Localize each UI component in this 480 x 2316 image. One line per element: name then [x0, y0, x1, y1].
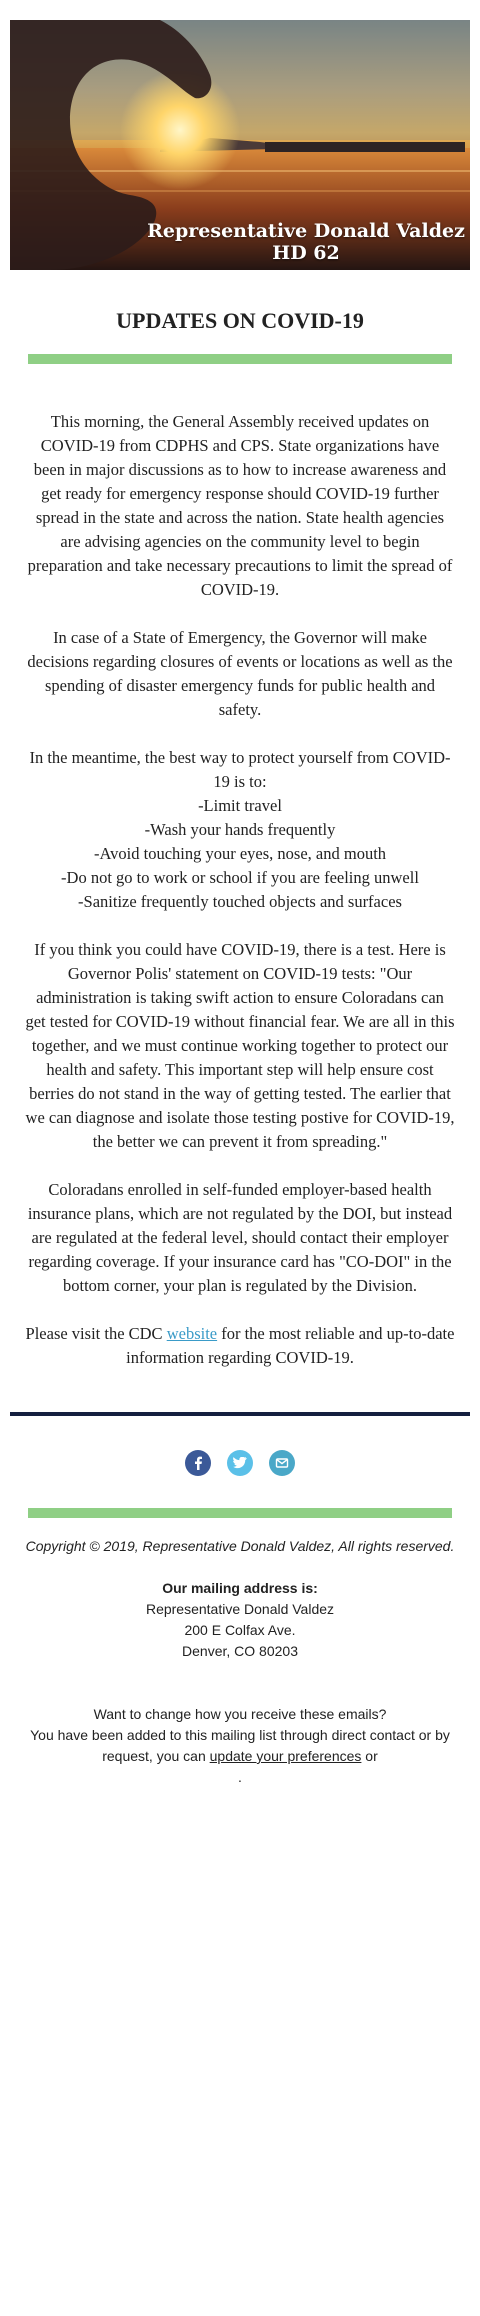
facebook-icon[interactable] [185, 1450, 211, 1476]
paragraph-protection-list [24, 746, 456, 914]
list-item: -Limit travel [198, 796, 282, 815]
paragraph-cdc [24, 1322, 456, 1370]
preferences-explanation: You have been added to this mailing list through direct contact or by request, you can [30, 1727, 450, 1764]
header-banner-image [10, 20, 470, 270]
footer [24, 1536, 456, 1788]
social-links [0, 1450, 480, 1476]
cdc-website-link[interactable]: website [166, 1324, 218, 1343]
preferences-or: or [361, 1748, 378, 1764]
address-line: Representative Donald Valdez [145, 1601, 335, 1617]
title-divider [28, 354, 452, 364]
cdc-text-before: Please visit the CDC [25, 1324, 167, 1343]
banner-name-line: Representative Donald Valdez [147, 220, 465, 242]
list-item: -Wash your hands frequently [144, 820, 336, 839]
footer-accent-bar [28, 1508, 452, 1518]
preferences-text [24, 1725, 456, 1767]
email-preferences-section [24, 1704, 456, 1788]
copyright-notice: Copyright © 2019, Representative Donald Valdez, All rights reserved. [25, 1538, 455, 1554]
twitter-icon[interactable] [227, 1450, 253, 1476]
list-item: -Avoid touching your eyes, nose, and mouth [93, 844, 387, 863]
address-line: 200 E Colfax Ave. [184, 1622, 296, 1638]
email-icon[interactable] [269, 1450, 295, 1476]
address-line: Denver, CO 80203 [182, 1643, 298, 1659]
cdc-text-after: for the most reliable and up-to-date information regarding COVID-19. [126, 1324, 455, 1367]
paragraph-state-emergency: In case of a State of Emergency, the Governor will make decisions regarding closures of events or locations as well as the spending of disaster emergency funds for public health and safety. [27, 628, 453, 719]
banner-representative-name [146, 220, 466, 264]
paragraph-testing: If you think you could have COVID-19, there is a test. Here is Governor Polis' statement on COVID-19 tests: "Our administration is taking swift action to ensure Coloradans can get tested for COVID-19 without financial fear. We are all in this together, and we must continue working together to protect our health and safety. This important step will help ensure cost berries do not stand in the way of getting tested. The earlier that we can diagnose and isolate those testing postive for COVID-19, the better we can prevent it from spreading." [25, 940, 455, 1151]
mailing-address-heading: Our mailing address is: [162, 1580, 318, 1596]
list-item: -Do not go to work or school if you are feeling unwell [61, 868, 419, 887]
preferences-tail: . [238, 1769, 242, 1785]
banner-district-line: HD 62 [272, 242, 340, 264]
preferences-heading: Want to change how you receive these emails? [93, 1706, 387, 1722]
update-preferences-link[interactable]: update your preferences [209, 1748, 362, 1764]
article-body [24, 410, 456, 1394]
list-item: -Sanitize frequently touched objects and surfaces [78, 892, 402, 911]
paragraph-insurance: Coloradans enrolled in self-funded employer-based health insurance plans, which are not regulated by the DOI, but instead are regulated at the federal level, should contact their employer regarding coverage. If your insurance card has "CO-DOI" in the bottom corner, your plan is regulated by the Division. [27, 1180, 453, 1295]
page-title: UPDATES ON COVID-19 [116, 308, 364, 333]
protection-intro: In the meantime, the best way to protect yourself from COVID-19 is to: [29, 748, 451, 791]
footer-divider [10, 1412, 470, 1416]
paragraph-updates: This morning, the General Assembly received updates on COVID-19 from CDPHS and CPS. State organizations have been in major discussions as to how to increase awareness and get ready for emergency response should COVID-19 further spread in the state and across the nation. State health agencies are advising agencies on the community level to begin preparation and take necessary precautions to limit the spread of COVID-19. [27, 412, 453, 599]
